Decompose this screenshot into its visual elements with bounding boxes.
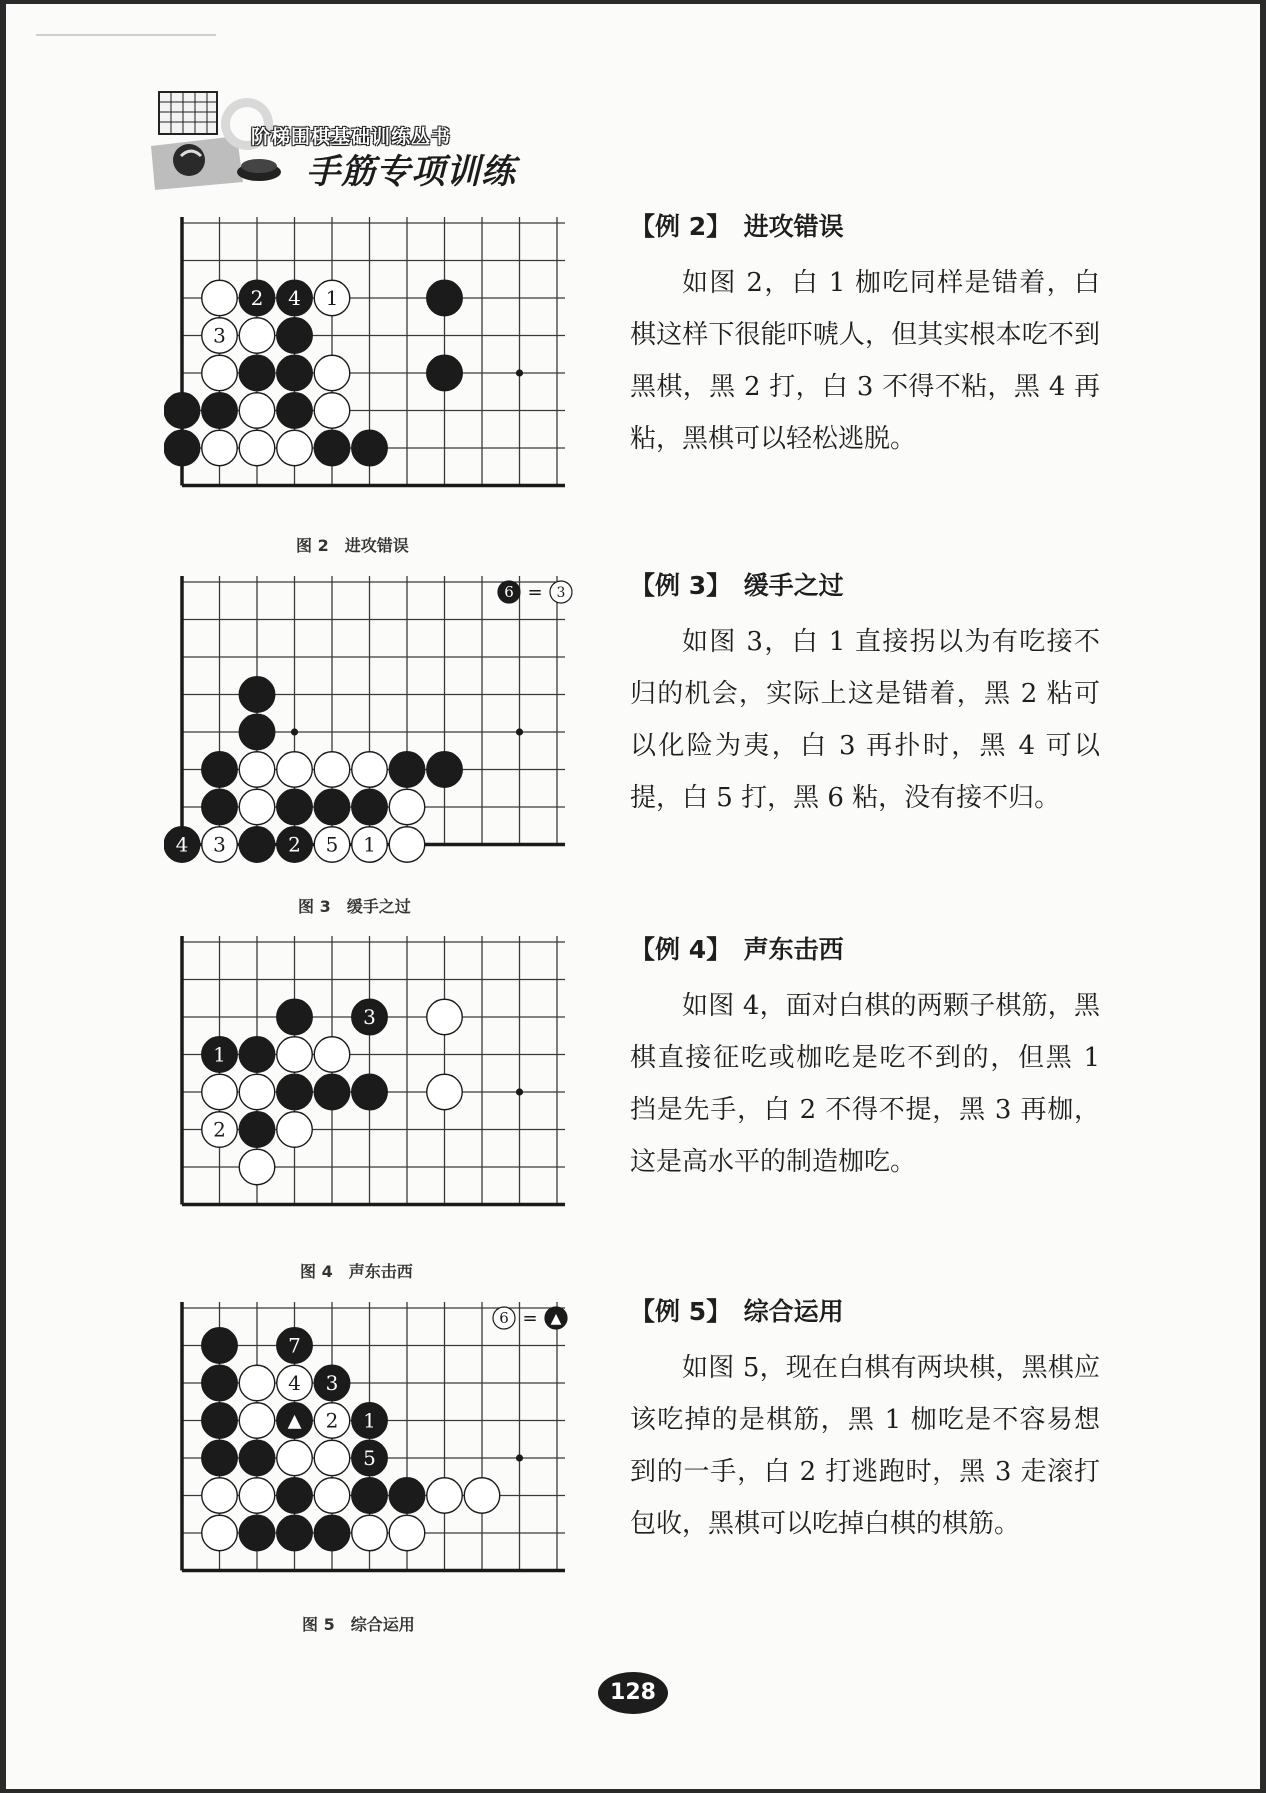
- go-diagram-4: [164, 936, 584, 1236]
- black-stone: [314, 789, 350, 825]
- white-stone: [277, 752, 313, 788]
- move-number: 3: [325, 1371, 339, 1395]
- black-stone: [352, 999, 388, 1035]
- white-stone: [202, 1515, 238, 1551]
- white-stone: [239, 1365, 275, 1401]
- black-stone: [277, 827, 313, 863]
- black-stone: [202, 393, 238, 429]
- move-number: 2: [325, 1408, 339, 1433]
- black-stone: [239, 714, 275, 750]
- black-stone: [239, 827, 275, 863]
- svg-text:3: 3: [556, 585, 566, 601]
- move-number: 4: [175, 832, 189, 857]
- black-stone: [352, 1440, 388, 1476]
- black-stone: [239, 1037, 275, 1073]
- figure-caption-2: 图 2 进攻错误: [296, 536, 409, 555]
- black-stone: [389, 752, 425, 788]
- black-stone: [239, 1440, 275, 1476]
- white-stone: [389, 1515, 425, 1551]
- white-stone: [202, 280, 238, 316]
- black-stone: [277, 1074, 313, 1110]
- white-stone: [427, 1074, 463, 1110]
- black-stone: [352, 1403, 388, 1439]
- white-stone: [202, 318, 238, 354]
- black-stone: [427, 355, 463, 391]
- black-stone: [202, 752, 238, 788]
- svg-text:6: 6: [499, 1309, 509, 1327]
- white-stone: [277, 430, 313, 466]
- svg-text:6: 6: [504, 583, 514, 601]
- white-stone: [239, 430, 275, 466]
- black-stone: [277, 1478, 313, 1514]
- example-heading: 【例 5】 综合运用: [630, 1297, 844, 1326]
- white-stone: [314, 1478, 350, 1514]
- move-number: 5: [363, 1446, 376, 1470]
- white-stone: [239, 393, 275, 429]
- black-stone: [239, 1515, 275, 1551]
- example-body: 如图 3，白 1 直接拐以为有吃接不归的机会，实际上这是错着，黑 2 粘可以化险为夷，白 3 再扑时，黑 4 可以提，白 5 打，黑 6 粘，没有接不归。: [630, 627, 1100, 813]
- svg-text:=: =: [522, 1308, 538, 1329]
- black-stone: [202, 1365, 238, 1401]
- black-stone: [427, 280, 463, 316]
- book-header: [151, 86, 551, 194]
- black-stone: [239, 677, 275, 713]
- example-heading: 【例 2】 进攻错误: [630, 212, 844, 241]
- black-stone: [202, 1328, 238, 1364]
- go-diagram-5: [164, 1302, 584, 1602]
- white-stone: [314, 393, 350, 429]
- white-stone: [239, 789, 275, 825]
- black-stone: [277, 1328, 313, 1364]
- black-stone: [202, 1403, 238, 1439]
- black-stone: [202, 1440, 238, 1476]
- example-5-section: [630, 1294, 1100, 1550]
- white-stone: [202, 1074, 238, 1110]
- figure-caption-3: 图 3 缓手之过: [298, 897, 411, 916]
- svg-text:=: =: [527, 582, 543, 603]
- page-number: 128: [598, 1672, 668, 1714]
- black-stone: [352, 430, 388, 466]
- move-equivalence-note: [493, 1307, 567, 1329]
- white-stone: [389, 789, 425, 825]
- move-number: 5: [325, 832, 339, 857]
- move-number: 2: [213, 1117, 226, 1142]
- white-stone: [314, 280, 350, 316]
- example-body: 如图 2，白 1 枷吃同样是错着，白棋这样下很能吓唬人，但其实根本吃不到黑棋，黑 2 打，白 3 不得不粘，黑 4 再粘，黑棋可以轻松逃脱。: [630, 268, 1100, 454]
- example-heading: 【例 4】 声东击西: [630, 935, 844, 964]
- black-stone: [277, 999, 313, 1035]
- black-stone: [164, 827, 200, 863]
- white-stone: [277, 1440, 313, 1476]
- black-stone: [314, 1515, 350, 1551]
- black-stone: [352, 789, 388, 825]
- black-stone: [314, 1365, 350, 1401]
- figure-caption-4: 图 4 声东击西: [300, 1262, 413, 1281]
- move-number: 1: [363, 1408, 376, 1433]
- white-stone: [352, 1515, 388, 1551]
- svg-text:▲: ▲: [550, 1311, 562, 1327]
- white-stone: [277, 1365, 313, 1401]
- white-stone: [239, 1403, 275, 1439]
- move-number: 1: [325, 286, 339, 310]
- move-equivalence-note: [498, 581, 572, 603]
- black-stone: [389, 1478, 425, 1514]
- example-body: 如图 5，现在白棋有两块棋，黑棋应该吃掉的是棋筋，黑 1 枷吃是不容易想到的一手，白 2 打逃跑时，黑 3 走滚打包收，黑棋可以吃掉白棋的棋筋。: [630, 1353, 1100, 1539]
- move-number: 7: [288, 1333, 301, 1358]
- white-stone: [314, 1403, 350, 1439]
- move-number: 4: [288, 1371, 301, 1395]
- move-number: 1: [213, 1042, 226, 1067]
- white-stone: [352, 827, 388, 863]
- example-4-section: [630, 932, 1100, 1188]
- white-stone: [427, 999, 463, 1035]
- star-point: [291, 728, 298, 735]
- white-stone: [202, 1478, 238, 1514]
- series-title: 阶梯围棋基础训练丛书: [251, 126, 452, 148]
- white-stone: [202, 827, 238, 863]
- black-stone: [277, 318, 313, 354]
- white-stone: [239, 1149, 275, 1185]
- move-number: ▲: [287, 1410, 302, 1432]
- go-diagram-2: [164, 217, 584, 517]
- white-stone: [202, 355, 238, 391]
- star-point: [516, 1454, 523, 1461]
- white-stone: [352, 752, 388, 788]
- black-stone: [352, 1074, 388, 1110]
- star-point: [516, 369, 523, 376]
- figure-caption-5: 图 5 综合运用: [302, 1615, 415, 1634]
- move-number: 4: [288, 286, 301, 310]
- move-number: 3: [213, 832, 226, 857]
- white-stone: [239, 318, 275, 354]
- black-stone: [164, 393, 200, 429]
- white-stone: [314, 355, 350, 391]
- black-stone: [239, 1112, 275, 1148]
- black-stone: [277, 789, 313, 825]
- white-stone: [314, 827, 350, 863]
- star-point: [516, 1088, 523, 1095]
- black-stone: [277, 393, 313, 429]
- white-stone: [464, 1478, 500, 1514]
- black-stone: [239, 280, 275, 316]
- white-stone: [239, 1074, 275, 1110]
- white-stone: [202, 430, 238, 466]
- white-stone: [277, 1112, 313, 1148]
- book-page: [6, 4, 1260, 1789]
- example-body: 如图 4，面对白棋的两颗子棋筋，黑棋直接征吃或枷吃是吃不到的，但黑 1 挡是先手，白 2 不得不提，黑 3 再枷，这是高水平的制造枷吃。: [630, 991, 1100, 1177]
- black-stone: [239, 355, 275, 391]
- scan-mark: [36, 34, 216, 36]
- move-number: 2: [250, 286, 264, 310]
- book-title: 手筋专项训练: [306, 152, 516, 192]
- example-2-section: [630, 209, 1100, 465]
- black-stone: [277, 1515, 313, 1551]
- white-stone: [314, 752, 350, 788]
- black-stone: [164, 430, 200, 466]
- black-stone: [202, 789, 238, 825]
- black-stone: [427, 752, 463, 788]
- black-stone: [314, 1074, 350, 1110]
- white-stone: [202, 1112, 238, 1148]
- black-stone: [277, 355, 313, 391]
- black-stone: [277, 1403, 313, 1439]
- move-number: 3: [363, 1005, 376, 1029]
- star-point: [516, 728, 523, 735]
- white-stone: [314, 1440, 350, 1476]
- white-stone: [314, 1037, 350, 1073]
- go-diagram-3: [164, 576, 584, 876]
- example-heading: 【例 3】 缓手之过: [630, 571, 844, 600]
- move-number: 1: [363, 832, 376, 857]
- black-stone: [352, 1478, 388, 1514]
- example-3-section: [630, 568, 1100, 824]
- white-stone: [277, 1037, 313, 1073]
- black-stone: [202, 1037, 238, 1073]
- white-stone: [389, 827, 425, 863]
- move-number: 3: [213, 323, 226, 348]
- black-stone: [314, 430, 350, 466]
- white-stone: [427, 1478, 463, 1514]
- white-stone: [239, 1478, 275, 1514]
- move-number: 2: [288, 832, 301, 857]
- black-stone: [277, 280, 313, 316]
- white-stone: [239, 752, 275, 788]
